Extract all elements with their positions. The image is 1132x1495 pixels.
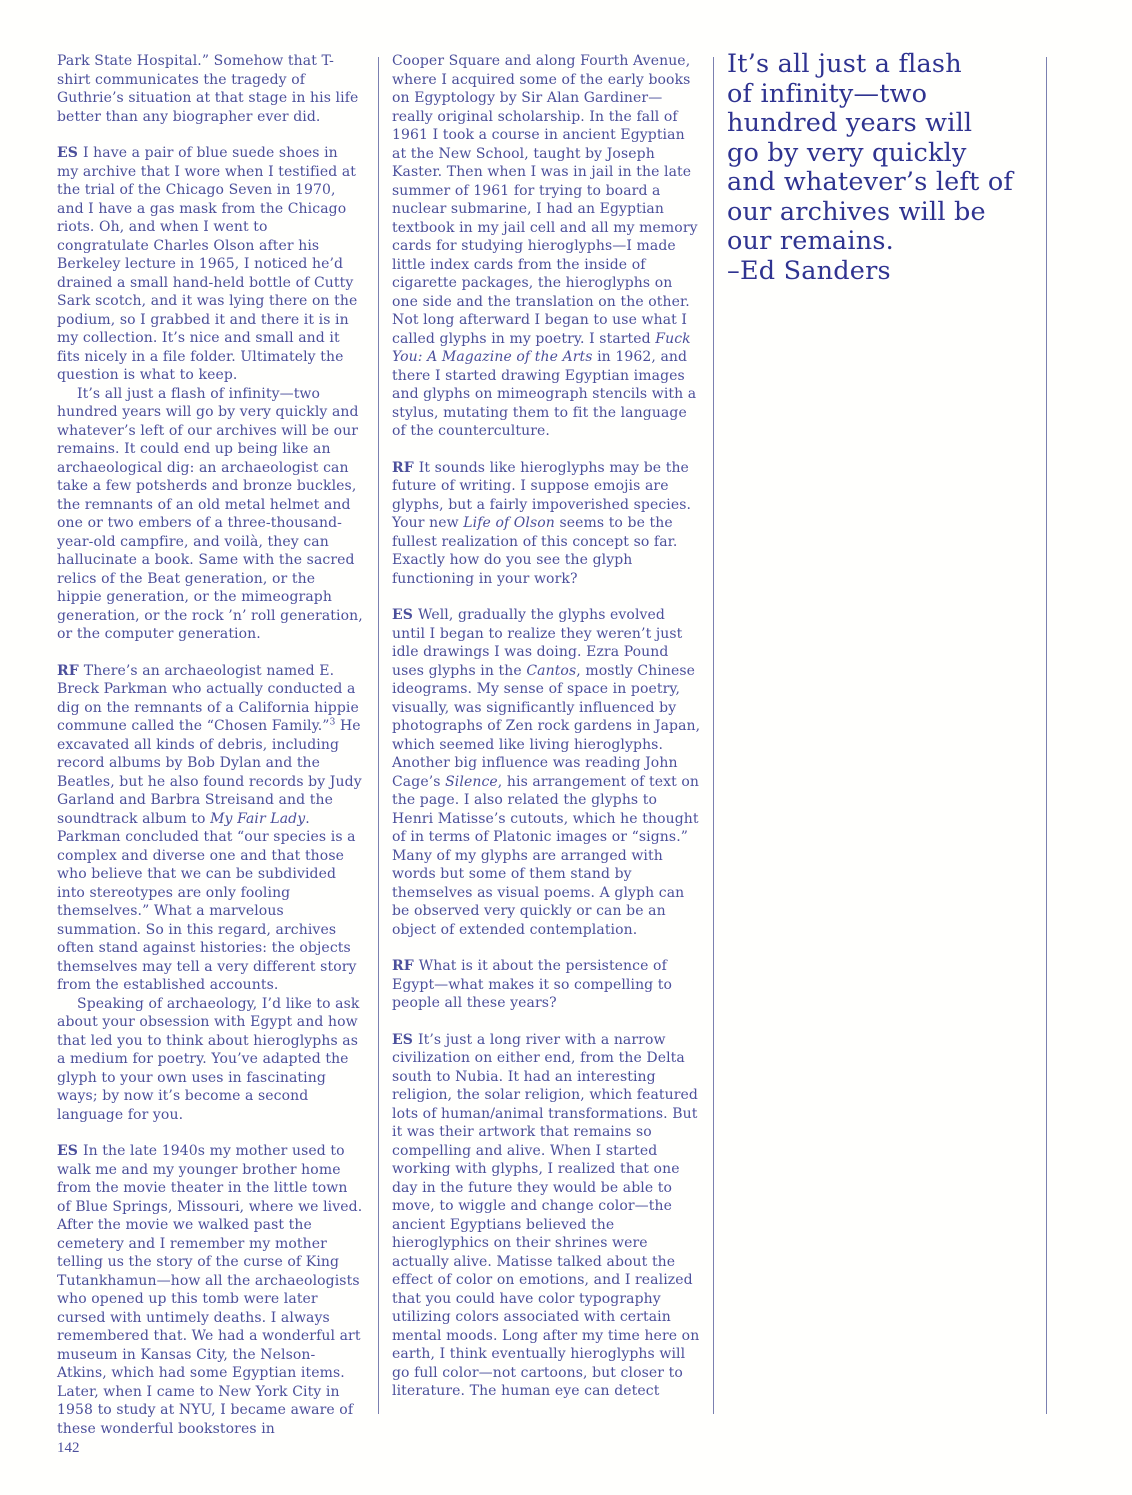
text-run: There’s an archaeologist named E. Breck Parkman who actually conducted a dig on the remnants of a California hippie commune called the “Chosen Family.” — [57, 662, 359, 734]
speaker-label: ES — [392, 607, 418, 623]
paragraph — [57, 52, 363, 126]
paragraph — [392, 1031, 702, 1401]
text-run: It’s all just a flash of infinity—two hundred years will go by very quickly and whatever’s left of our archives will be our remains. It could end up being like an archaeological dig: an archaeologist can take a few potsherds and bronze buckles, the remnants of an old metal helmet and one or two embers of a three-thousand-year-old campfire, and voilà, they can hallucinate a book. Same with the sacred relics of the Beat generation, or the hippie generation, or the mimeograph generation, or the rock ’n’ roll generation, or the computer generation. — [57, 385, 363, 642]
paragraph — [57, 385, 363, 644]
text-run: In the late 1940s my mother used to walk me and my younger brother home from the movie theater in the little town of Blue Springs, Missouri, where we lived. After the movie we walked past the cemetery and I remember my mother telling us the story of the curse of King Tutankhamun—how all the archaeologists who opened up this tomb were later cursed with untimely deaths. I always remembered that. We had a wonderful art museum in Kansas City, the Nelson-Atkins, which had some Egyptian items. Later, when I came to New York City in 1958 to study at NYU, I became aware of these wonderful bookstores in — [57, 1143, 363, 1437]
speaker-label: ES — [392, 1031, 418, 1048]
pull-quote-line: our remains. — [727, 226, 894, 256]
paragraph — [392, 606, 702, 939]
pull-quote-line: hundred years will — [727, 108, 973, 138]
text-column-left — [57, 52, 363, 1438]
text-run: seems to be the fullest realization of this concept so far. Exactly how do you see the glyph functioning in your work? — [392, 515, 678, 587]
column-divider-rule-3 — [1046, 57, 1047, 1414]
text-run: What is it about the persistence of Egypt—what makes it so compelling to people all these years? — [392, 958, 673, 1011]
paragraph — [392, 957, 702, 1013]
speaker-label: RF — [57, 662, 84, 679]
pull-quote-line: It’s all just a flash — [727, 49, 962, 79]
pull-quote — [727, 50, 1045, 286]
text-run: I have a pair of blue suede shoes in my archive that I wore when I testified at the trial of the Chicago Seven in 1970, and I have a gas mask from the Chicago riots. Oh, and when I went to congratulate Charles Olson after his Berkeley lecture in 1965, I noticed he’d drained a small hand-held bottle of Cutty Sark scotch, and it was lying there on the podium, so I grabbed it and there it is in my collection. It’s nice and small and it fits nicely in a file folder. Ultimately the question is what to keep. — [57, 145, 358, 383]
text-run: in 1962, and there I started drawing Egyptian images and glyphs on mimeograph stencils with a stylus, mutating them to fit the language of the counterculture. — [392, 349, 697, 439]
paragraph — [57, 1142, 363, 1438]
italic-title: Life of Olson — [463, 515, 555, 531]
paragraph — [57, 144, 363, 385]
text-run: It’s just a long river with a narrow civilization on either end, from the Delta south to Nubia. It had an interesting religion, the solar religion, which featured lots of human/animal transformations. But it was their artwork that remains so compelling and alive. When I started working with glyphs, I realized that one day in the future they would be able to move, to wiggle and change color—the ancient Egyptians believed the hieroglyphics on their shrines were actually alive. Matisse talked about the effect of color on emotions, and I realized that you could have color typography utilizing colors associated with certain mental moods. Long after my time here on earth, I think eventually hieroglyphs will go full color—not cartoons, but closer to literature. The human eye can detect — [392, 1031, 700, 1399]
text-run: Park State Hospital.” Somehow that T-shirt communicates the tragedy of Guthrie’s situation at that stage in his life better than any biographer ever did. — [57, 53, 359, 125]
text-run: Speaking of archaeology, I’d like to ask about your obsession with Egypt and how that led you to think about hieroglyphs as a medium for poetry. You’ve adapted the glyph to your own uses in fascinating ways; by now it’s become a second language for you. — [57, 995, 360, 1123]
italic-title: Fuck You: A Magazine of the Arts — [392, 330, 691, 365]
text-run: , his arrangement of text on the page. I also related the glyphs to Henri Matisse’s cutouts, which he thought of in terms of Platonic images or “signs.” Many of my glyphs are arranged with words but some of them stand by themselves as visual poems. A glyph can be observed very quickly or can be an object of extended contemplation. — [392, 773, 699, 938]
paragraph — [57, 662, 363, 995]
speaker-label: ES — [57, 1143, 83, 1159]
italic-title: My Fair Lady — [210, 810, 306, 827]
text-run: Well, gradually the glyphs evolved until I began to realize they weren’t just idle drawings I was doing. Ezra Pound uses glyphs in the — [392, 607, 683, 679]
text-run: . Parkman concluded that “our species is a complex and diverse one and that those who believe that we can be subdivided into stereotypes are only fooling themselves.” What a marvelous summation. So in this regard, archives often stand against histories: the objects themselves may tell a very different story from the established accounts. — [57, 810, 357, 993]
column-divider-rule-1 — [378, 57, 379, 1414]
paragraph — [392, 52, 702, 441]
pull-quote-line: and whatever’s left of — [727, 167, 1014, 197]
speaker-label: RF — [392, 459, 419, 476]
italic-title: Silence — [445, 773, 498, 790]
pull-quote-line: of infinity—two — [727, 78, 928, 109]
text-run: Cooper Square and along Fourth Avenue, where I acquired some of the early books on Egyptology by Sir Alan Gardiner—really original scholarship. In the fall of 1961 I took a course in ancient Egyptian at the New School, taught by Joseph Kaster. Then when I was in jail in the late summer of 1961 for trying to board a nuclear submarine, I had an Egyptian textbook in my jail cell and all my memory cards for studying hieroglyphs—I made little index cards from the inside of cigarette packages, the hieroglyphs on one side and the translation on the other. Not long afterward I began to use what I called glyphs in my poetry. I started — [392, 53, 698, 347]
page-number: 142 — [57, 1440, 80, 1456]
text-run: , mostly Chinese ideograms. My sense of space in poetry, visually, was significantly influenced by photographs of Zen rock gardens in Japan, which seemed like living hieroglyphs. Another big influence was reading John Cage’s — [392, 662, 701, 790]
paragraph — [392, 459, 702, 589]
pull-quote-line: go by very quickly — [727, 137, 967, 168]
text-run: He excavated all kinds of debris, including record albums by Bob Dylan and the Beatles, but he also found records by Judy Garland and Barbra Streisand and the soundtrack album to — [57, 718, 362, 827]
footnote-marker: 3 — [329, 717, 336, 728]
paragraph — [57, 995, 363, 1125]
speaker-label: RF — [392, 958, 419, 974]
italic-title: Cantos — [526, 662, 577, 679]
pull-quote-line: our archives will be — [727, 196, 986, 227]
speaker-label: ES — [57, 145, 83, 161]
pull-quote-attribution: –Ed Sanders — [727, 255, 891, 286]
text-column-middle — [392, 52, 702, 1401]
text-run: It sounds like hieroglyphs may be the future of writing. I suppose emojis are glyphs, but a fairly impoverished species. Your new — [392, 459, 692, 531]
column-divider-rule-2 — [713, 57, 714, 1414]
pull-quote-text — [727, 50, 1045, 257]
